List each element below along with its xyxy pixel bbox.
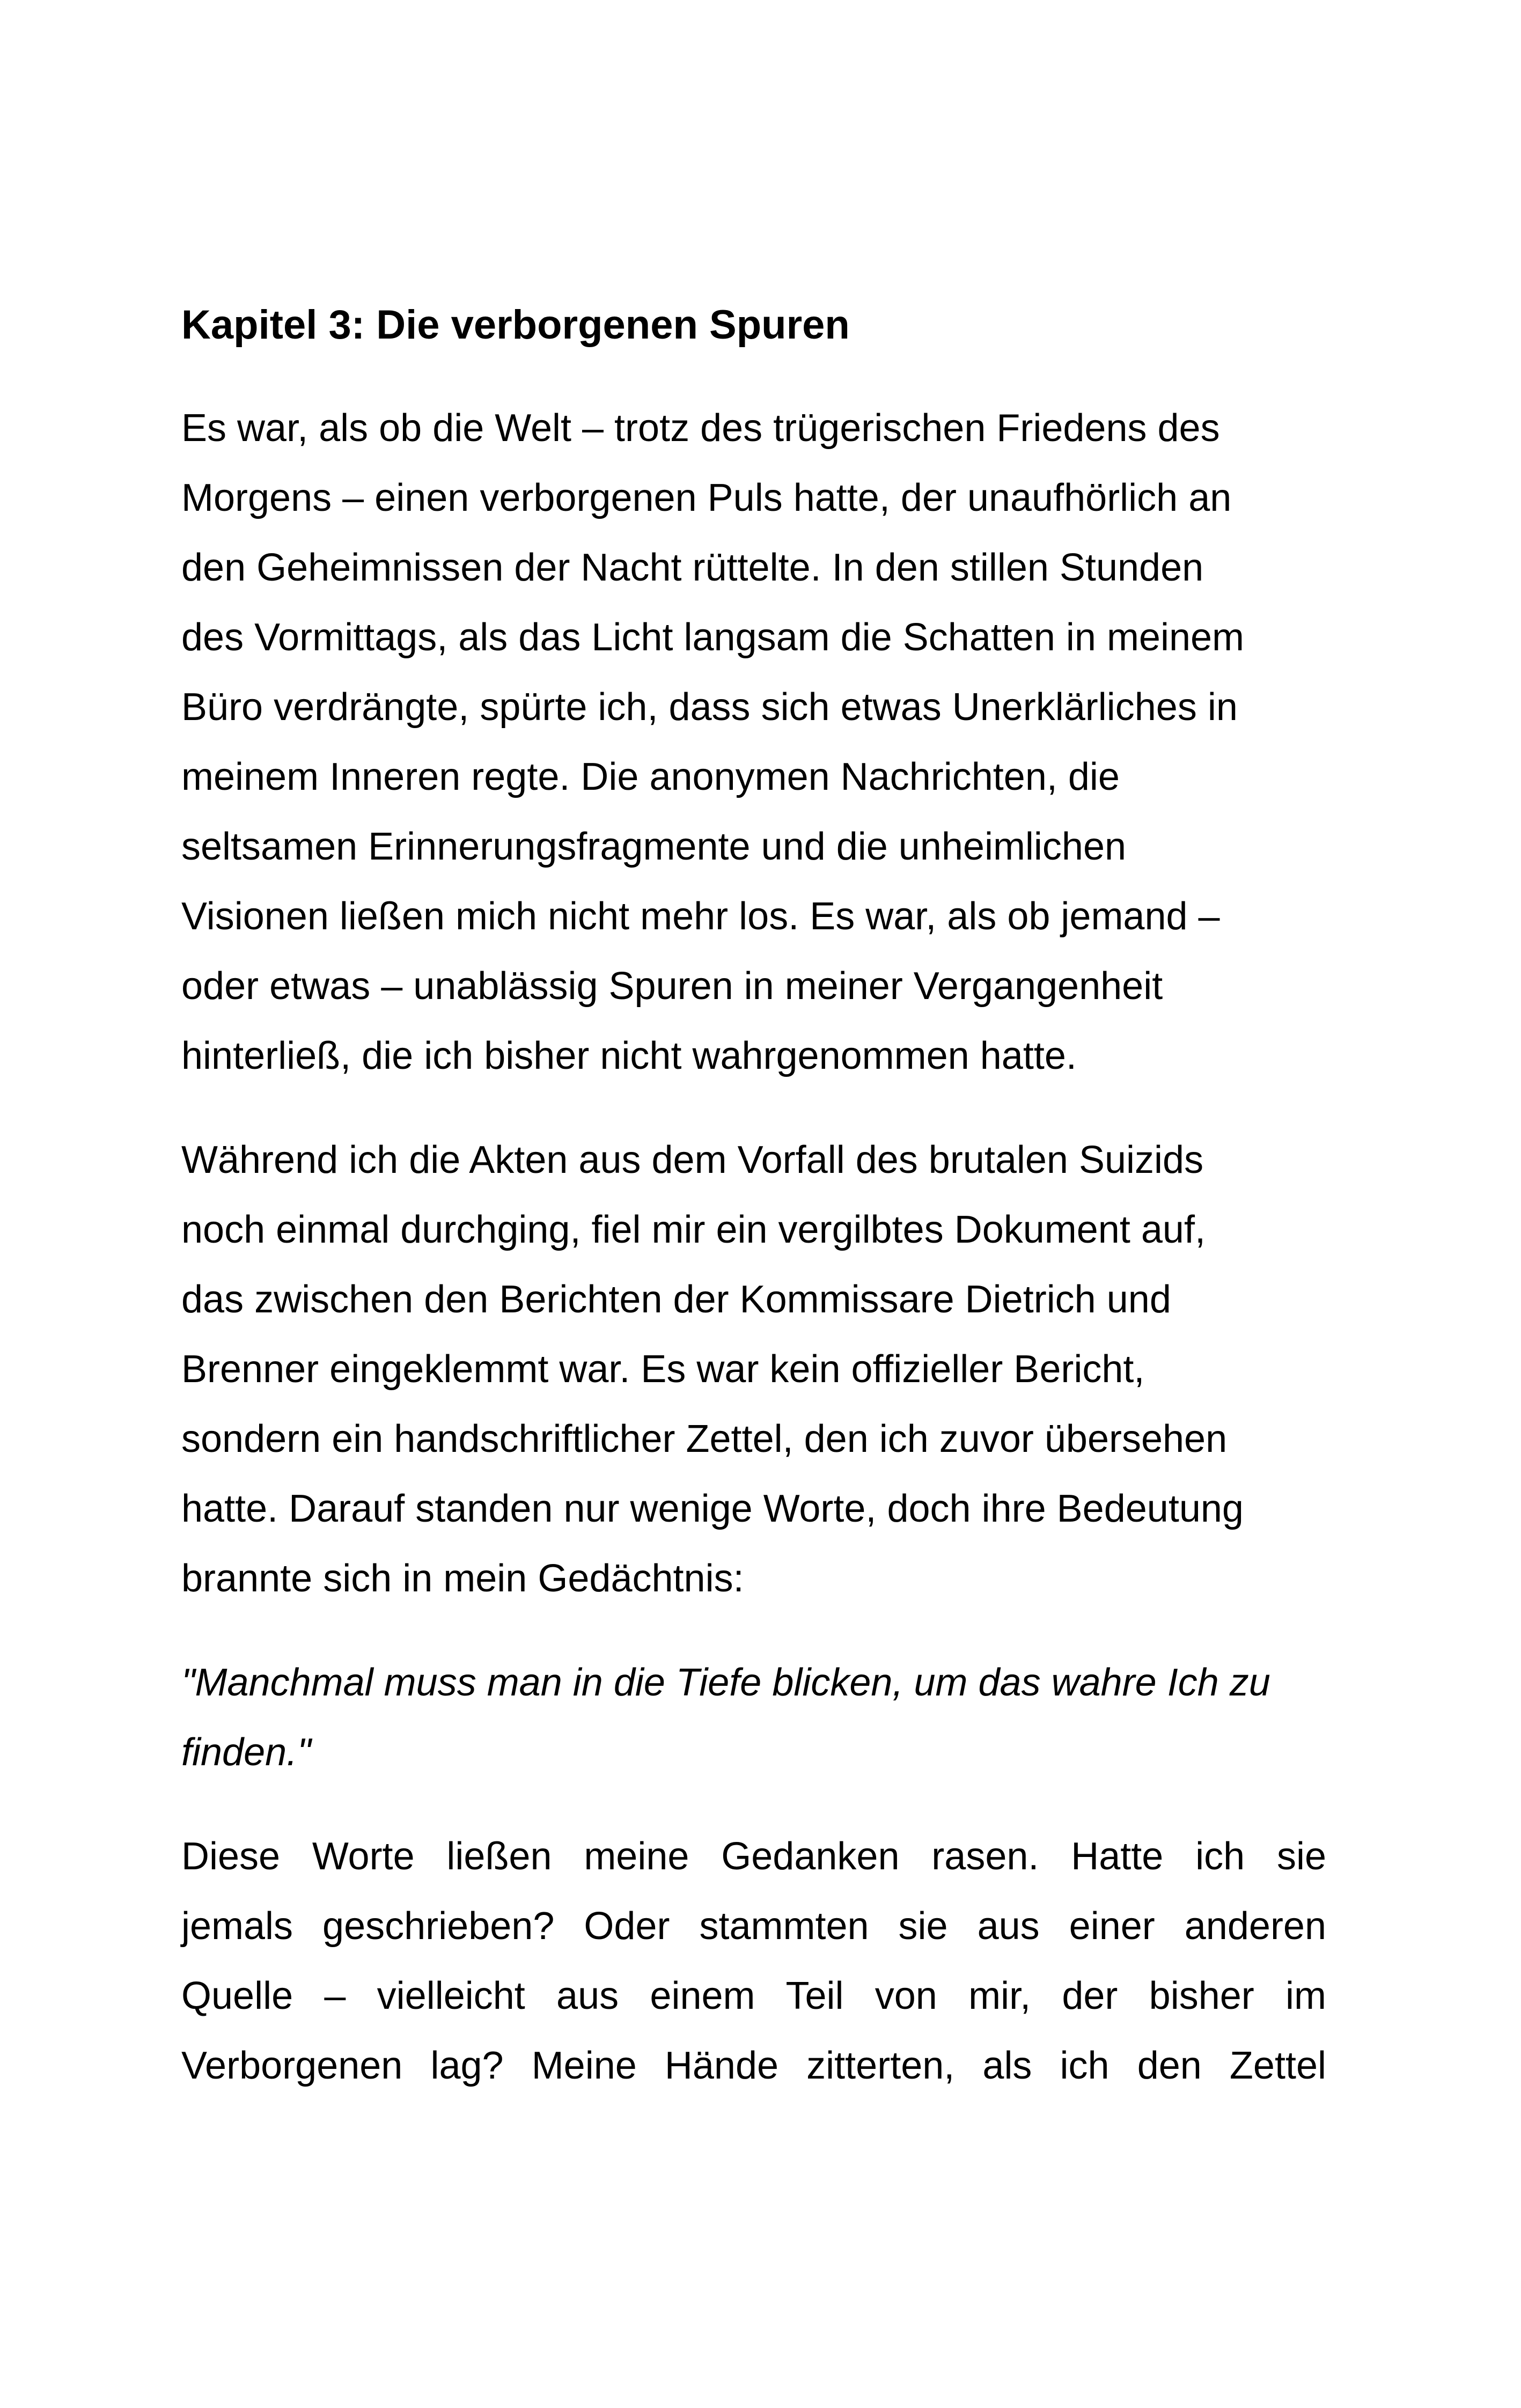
- chapter-title: Kapitel 3: Die verborgenen Spuren: [181, 302, 850, 348]
- paragraph-1: Es war, als ob die Welt – trotz des trügerischen Friedens des Morgens – einen verborgenen Puls hatte, der unaufhörlich an den Geheimnissen der Nacht rüttelte. In den stillen Stunden des Vormittags, als das Licht langsam die Schatten in meinem Büro verdrängte, spürte ich, dass sich etwas Unerklärliches in meinem Inneren regte. Die anonymen Nachrichten, die seltsamen Erinnerungsfragmente und die unheimlichen Visionen ließen mich nicht mehr los. Es war, als ob jemand – oder etwas – unablässig Spuren in meiner Vergangenheit hinterließ, die ich bisher nicht wahrgenommen hatte.: [181, 407, 1245, 1078]
- paragraph-2: Während ich die Akten aus dem Vorfall des brutalen Suizids noch einmal durchging, fiel mir ein vergilbtes Dokument auf, das zwischen den Berichten der Kommissare Dietrich und Brenner eingeklemmt war. Es war kein offizieller Bericht, sondern ein handschriftlicher Zettel, den ich zuvor übersehen hatte. Darauf standen nur wenige Worte, doch ihre Bedeutung brannte sich in mein Gedächtnis:: [181, 1139, 1244, 1601]
- italic-quote: "Manchmal muss man in die Tiefe blicken, um das wahre Ich zu finden.": [181, 1661, 1270, 1774]
- page-content: [181, 300, 1326, 2101]
- paragraph-3: Diese Worte ließen meine Gedanken rasen. Hatte ich sie jemals geschrieben? Oder stammten sie aus einer anderen Quelle – vielleicht aus einem Teil von mir, der bisher im Verborgenen lag? Meine Hände zitterten, als ich den Zettel: [181, 1835, 1326, 2088]
